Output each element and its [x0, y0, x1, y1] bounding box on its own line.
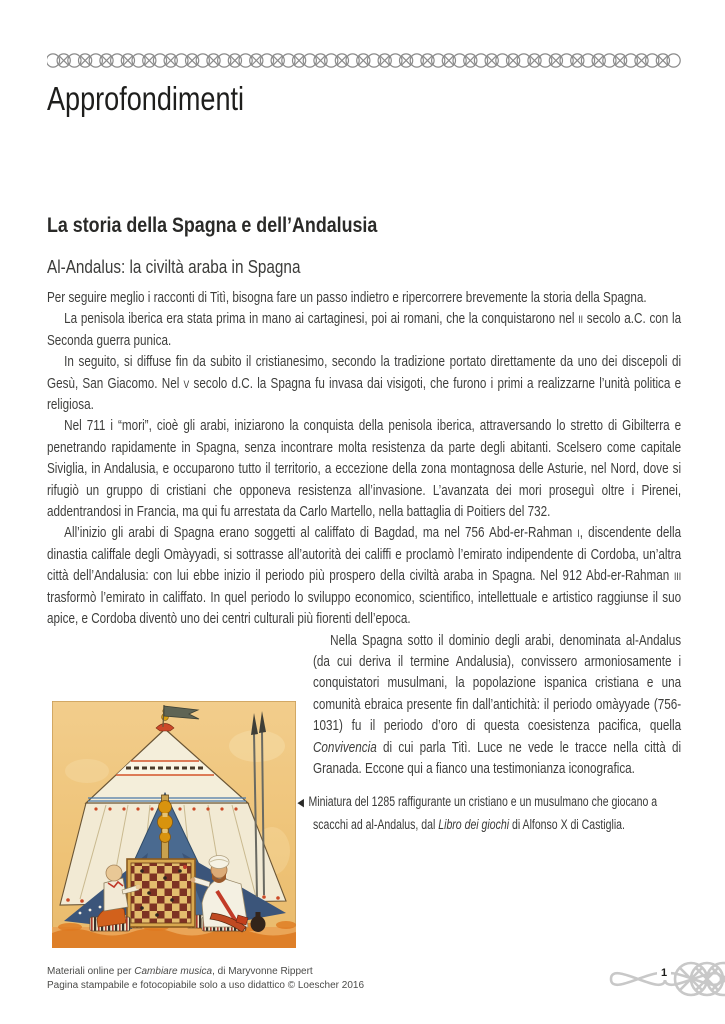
caption-text: Miniatura del 1285 raffigurante un cristiano e un musulmano che giocano a scacchi ad al-Andalus, dal Libro dei giochi di Alfonso X di Castiglia. — [305, 794, 658, 833]
miniature-image — [52, 701, 296, 948]
paragraph: La penisola iberica era stata prima in mano ai cartaginesi, poi ai romani, che la conquistarono nel ii secolo a.C. con la Seconda guerra punica. — [47, 310, 682, 349]
footer-line2: Pagina stampabile e fotocopiabile solo a uso didattico © Loescher 2016 — [47, 979, 365, 991]
paragraph: Nella Spagna sotto il dominio degli arabi, denominata al-Andalus (da cui deriva il termine Andalusia), convissero armoniosamente i conquistatori musulmani, la popolazione ispanica cristiana e una comunità ebraica presente fin dall’antichità: il periodo omàyyade (756-1031) fu il periodo d’oro di questa coesistenza pacifica, quella Convivencia di cui parla Titì. Luce ne vede le tracce nella città di Granada. Eccone qui a fianco una testimonianza iconografica. — [312, 631, 682, 777]
page-number: 1 — [657, 966, 671, 980]
footer — [47, 965, 364, 992]
caption-arrow-icon: ◀ — [297, 797, 306, 810]
page-title: Approfondimenti — [47, 80, 245, 117]
article-heading: La storia della Spagna e dell’Andalusia — [47, 214, 378, 237]
chain-border-decoration — [47, 52, 682, 69]
paragraph: In seguito, si diffuse fin da subito il cristianesimo, secondo la tradizione portato direttamente da uno dei discepoli di Gesù, San Giacomo. Nel v secolo d.C. la Spagna fu invasa dai visigoti, che furono i primi a realizzarne l’unità politica e religiosa. — [47, 353, 682, 414]
article-subheading: Al-Andalus: la civiltà araba in Spagna — [47, 257, 301, 277]
footer-line1: Materiali online per Cambiare musica, di Maryvonne Rippert — [47, 966, 313, 977]
paragraph: Nel 711 i “mori”, cioè gli arabi, iniziarono la conquista della penisola iberica, attraversando lo stretto di Gibilterra e penetrando rapidamente in Spagna, senza incontrare molta resistenza da parte degli abitanti. Scelsero come capitale Siviglia, in Andalusia, e occuparono tutto il territorio, a eccezione della zona montagnosa delle Asturie, nel Nord, dove si rifugiò un gruppo di cristiani che opponeva resistenza all’invasione. L’avanzata dei mori proseguì oltre i Pirenei, addentrandosi in Francia, ma qui fu arrestata da Carlo Martello, nella battaglia di Poitiers del 732. — [47, 417, 682, 521]
paragraph: All’inizio gli arabi di Spagna erano soggetti al califfato di Bagdad, ma nel 756 Abd-er-Rahman i, discendente della dinastia califfale degli Omàyyadi, si sottrasse all’autorità dei califfi e proclamò l’emirato indipendente di Cordoba, un’altra città dell’Andalusia: con lui ebbe inizio il periodo più prospero della civiltà araba in Spagna. Nel 912 Abd-er-Rahman iii trasformò l’emirato in califfato. In quel periodo lo sviluppo economico, scientifico, intellettuale e artistico raggiunse il suo apice, e Cordoba diventò uno dei centri culturali più fiorenti dell’epoca. — [47, 524, 682, 628]
paragraph: Per seguire meglio i racconti di Titì, bisogna fare un passo indietro e ripercorrere brevemente la storia della Spagna. — [47, 289, 647, 306]
